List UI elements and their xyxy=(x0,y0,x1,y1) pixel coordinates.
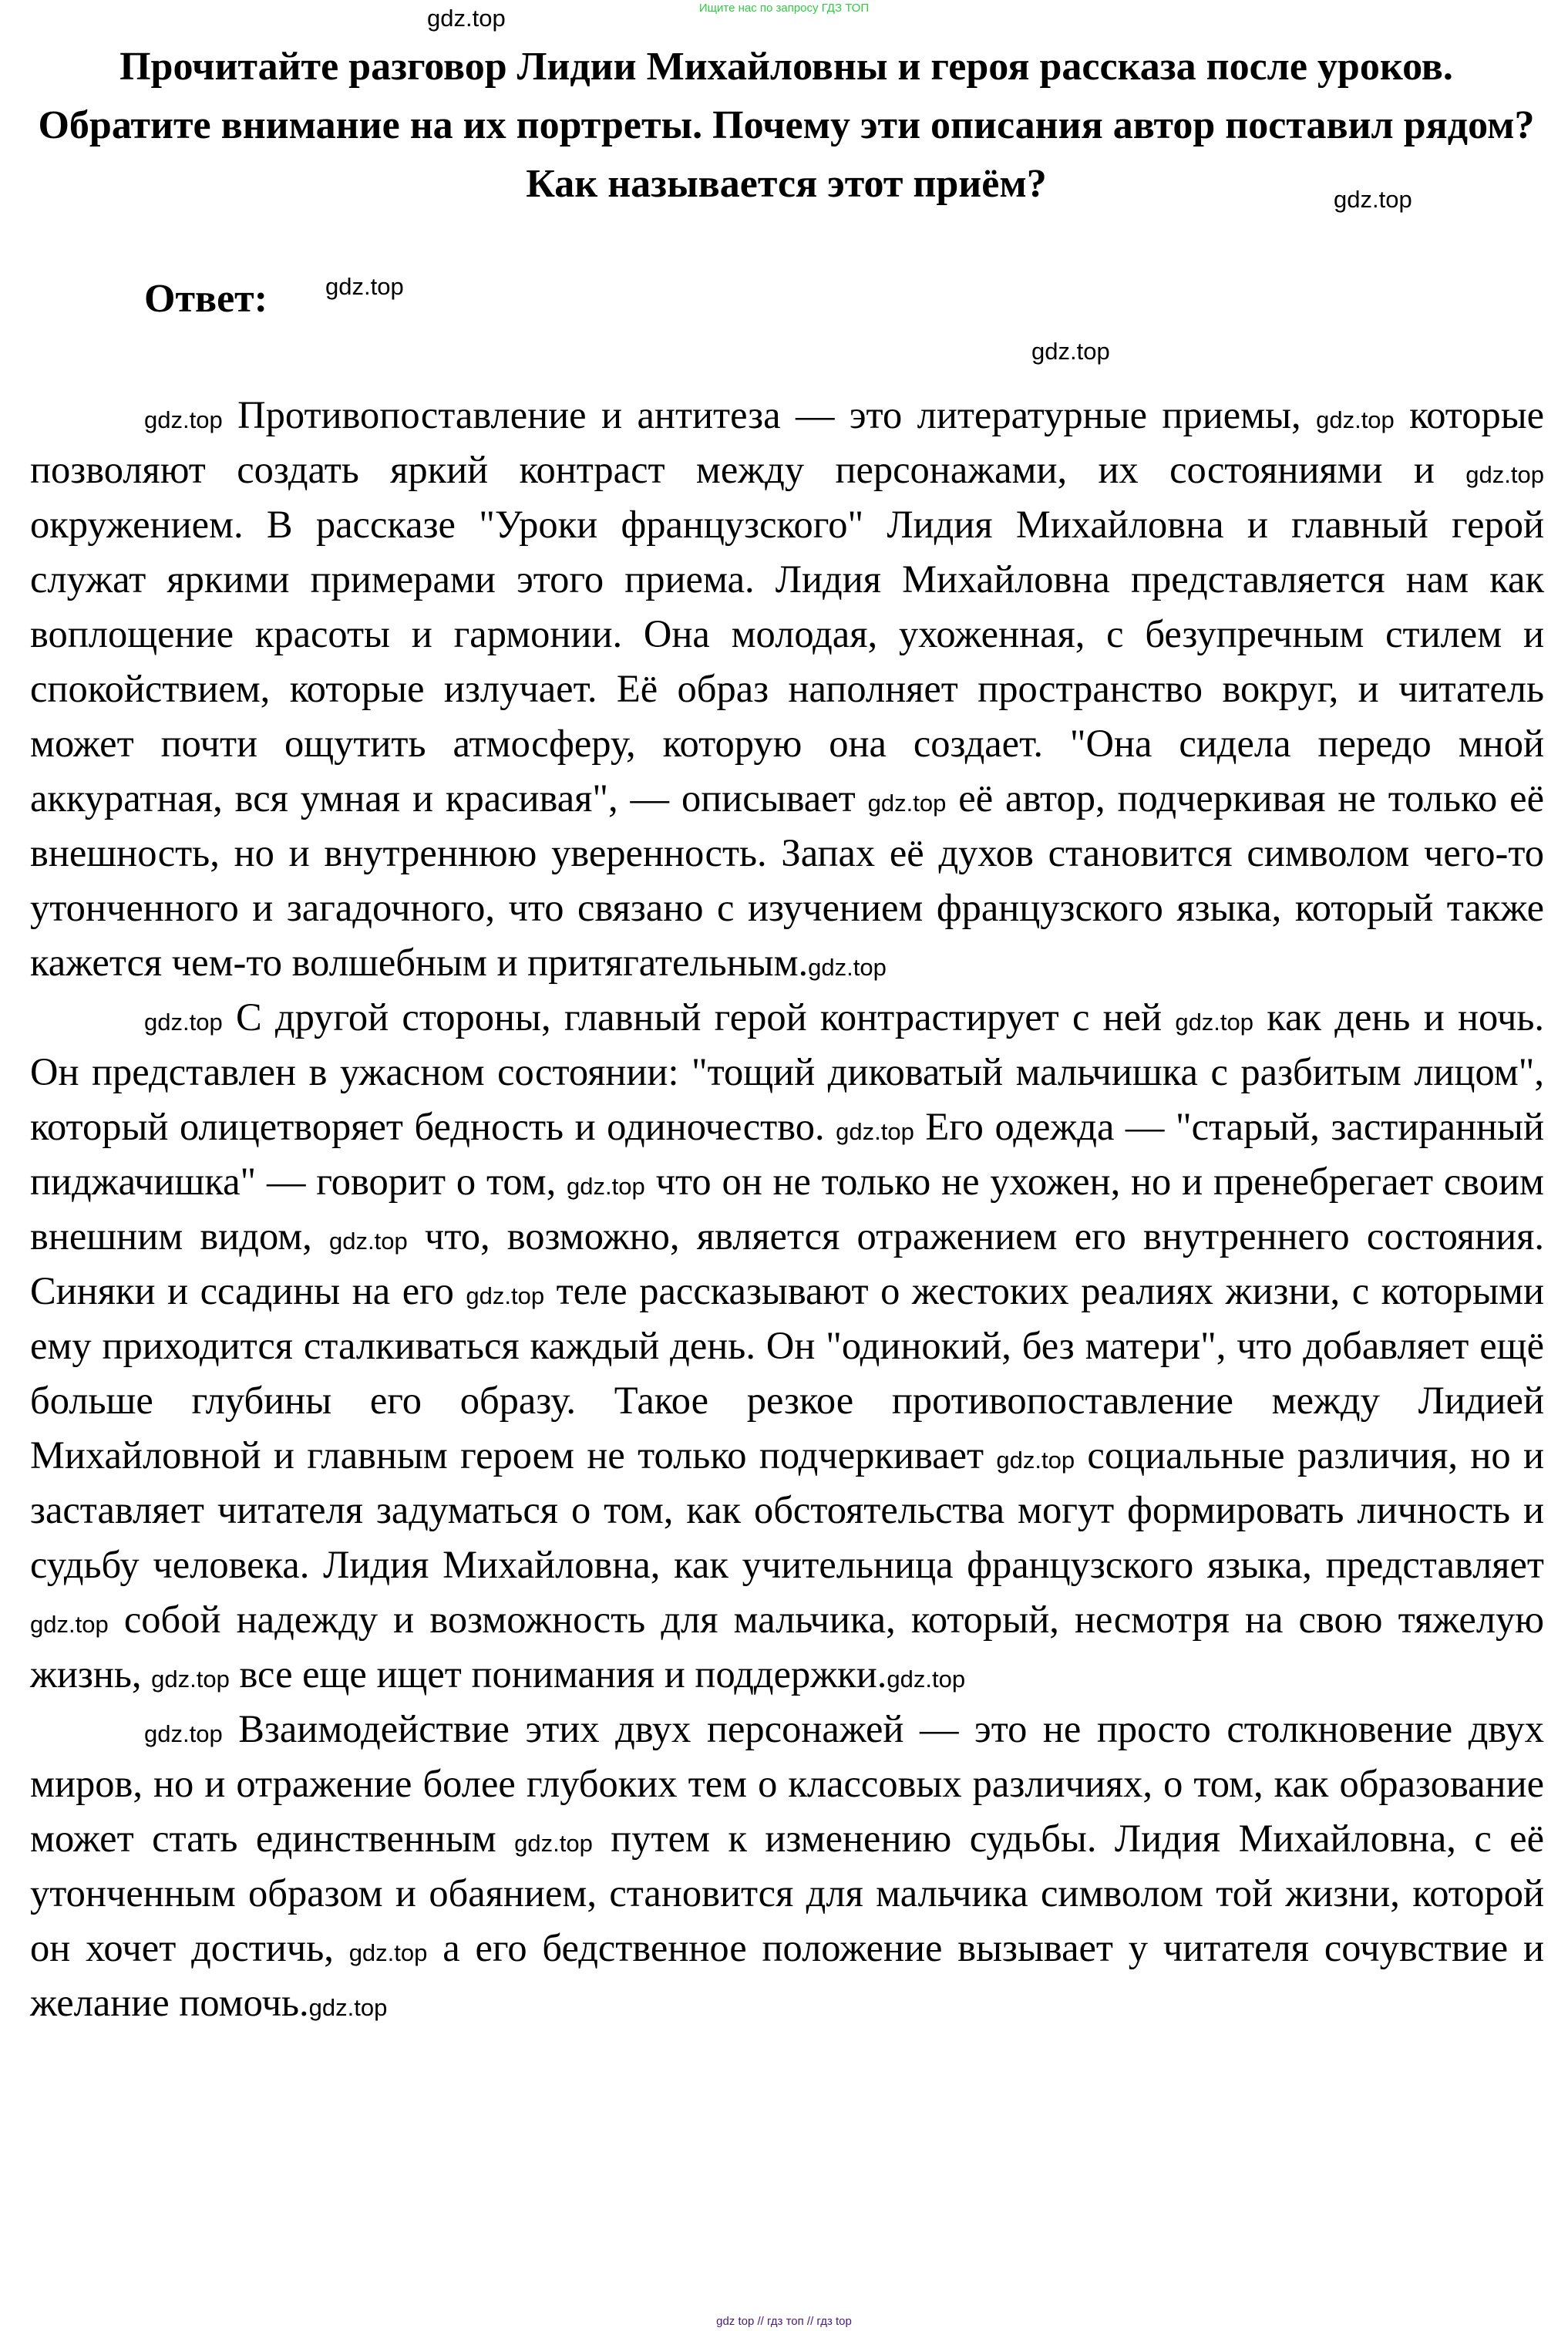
watermark: gdz.top xyxy=(1334,186,1412,213)
watermark: gdz.top xyxy=(1175,1009,1254,1036)
watermark: gdz.top xyxy=(427,5,506,32)
watermark: gdz.top xyxy=(1465,461,1544,488)
watermark: gdz.top xyxy=(836,1118,914,1145)
watermark: gdz.top xyxy=(867,790,947,817)
answer-body xyxy=(30,388,1544,2030)
watermark: gdz.top xyxy=(567,1173,645,1200)
answer-paragraph: gdz.top Противопоставление и антитеза — это литературные приемы, gdz.top которые позволяют создать яркий контраст между персонажами, их состояниями и gdz.top окружением. В рассказе "Уроки французского" Лидия Михайловна и главный герой служат яркими примерами этого приема. Лидия Михайловна представляется нам как воплощение красоты и гармонии. Она молодая, ухоженная, с безупречным стилем и спокойствием, которые излучает. Её образ наполняет пространство вокруг, и читатель может почти ощутить атмосферу, которую она создает. "Она сидела передо мной аккуратная, вся умная и красивая", — описывает gdz.top её автор, подчеркивая не только её внешность, но и внутреннюю уверенность. Запах её духов становится символом чего-то утонченного и загадочного, что связано с изучением французского языка, который также кажется чем-то волшебным и притягательным.gdz.top xyxy=(30,393,1545,984)
watermark: gdz.top xyxy=(30,1611,109,1638)
watermark: gdz.top xyxy=(144,1009,223,1036)
question-title: Прочитайте разговор Лидии Михайловны и героя рассказа после уроков. Обратите внимание на их портреты. Почему эти описания автор поставил рядом? Как называется этот приём? xyxy=(38,45,1535,206)
answer-label: Ответ: xyxy=(144,277,268,321)
watermark: gdz.top xyxy=(466,1282,545,1309)
watermark: gdz.top xyxy=(808,954,887,981)
watermark: gdz.top xyxy=(325,273,404,300)
watermark: gdz.top xyxy=(996,1447,1075,1474)
watermark: gdz.top xyxy=(1031,338,1110,365)
watermark: gdz.top xyxy=(887,1666,966,1693)
bottom-banner: gdz top // гдз топ // гдз top xyxy=(716,2315,852,2328)
watermark: gdz.top xyxy=(151,1666,230,1693)
answer-paragraph: gdz.top С другой стороны, главный герой контрастирует с ней gdz.top как день и ночь. Он представлен в ужасном состоянии: "тощий диковатый мальчишка с разбитым лицом", который олицетворяет бедность и одиночество. gdz.top Его одежда — "старый, застиранный пиджачишка" — говорит о том, gdz.top что он не только не ухожен, но и пренебрегает своим внешним видом, gdz.top что, возможно, является отражением его внутреннего состояния. Синяки и ссадины на его gdz.top теле рассказывают о жестоких реалиях жизни, с которыми ему приходится сталкиваться каждый день. Он "одинокий, без матери", что добавляет ещё больше глубины его образу. Такое резкое противопоставление между Лидией Михайловной и главным героем не только подчеркивает gdz.top социальные различия, но и заставляет читателя задуматься о том, как обстоятельства могут формировать личность и судьбу человека. Лидия Михайловна, как учительница французского языка, представляет gdz.top собой надежду и возможность для мальчика, который, несмотря на свою тяжелую жизнь, gdz.top все еще ищет понимания и поддержки.gdz.top xyxy=(30,995,1545,1696)
top-banner: Ищите нас по запросу ГДЗ ТОП xyxy=(698,2,870,15)
watermark: gdz.top xyxy=(348,1939,428,1966)
answer-paragraph: gdz.top Взаимодействие этих двух персонажей — это не просто столкновение двух миров, но и отражение более глубоких тем о классовых различиях, о том, как образование может стать единственным gdz.top путем к изменению судьбы. Лидия Михайловна, с её утонченным образом и обаянием, становится для мальчика символом той жизни, которой он хочет достичь, gdz.top а его бедственное положение вызывает у читателя сочувствие и желание помочь.gdz.top xyxy=(30,1707,1545,2024)
watermark: gdz.top xyxy=(308,1994,388,2021)
watermark: gdz.top xyxy=(144,1720,223,1747)
watermark: gdz.top xyxy=(329,1228,408,1255)
watermark: gdz.top xyxy=(514,1830,593,1857)
watermark: gdz.top xyxy=(144,406,223,433)
watermark: gdz.top xyxy=(1316,406,1395,433)
